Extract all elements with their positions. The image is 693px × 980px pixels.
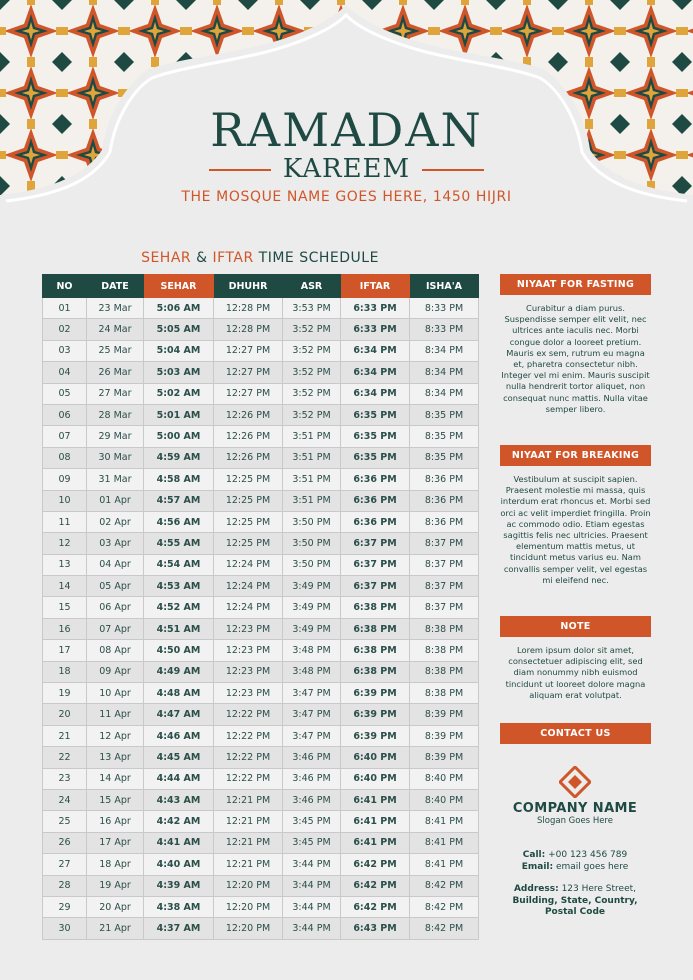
cell-asr-time: 3:44 PM bbox=[283, 854, 341, 875]
table-row bbox=[43, 533, 479, 554]
cell-iftar-time: 6:33 PM bbox=[341, 319, 410, 340]
cell-day-no: 07 bbox=[43, 426, 87, 447]
cell-dhuhr-time: 12:27 PM bbox=[214, 383, 283, 404]
schedule-title-iftar: IFTAR bbox=[212, 250, 254, 266]
cell-sehar-time: 5:03 AM bbox=[144, 362, 214, 383]
cell-asr-time: 3:53 PM bbox=[283, 298, 341, 319]
cell-date: 07 Apr bbox=[87, 618, 144, 639]
cell-sehar-time: 5:02 AM bbox=[144, 383, 214, 404]
cell-ishaa-time: 8:35 PM bbox=[410, 426, 479, 447]
cell-dhuhr-time: 12:26 PM bbox=[214, 426, 283, 447]
company-slogan: Slogan Goes Here bbox=[537, 816, 613, 826]
cell-date: 21 Apr bbox=[87, 918, 144, 939]
cell-date: 19 Apr bbox=[87, 875, 144, 896]
cell-day-no: 08 bbox=[43, 447, 87, 468]
cell-sehar-time: 4:42 AM bbox=[144, 811, 214, 832]
cell-iftar-time: 6:41 PM bbox=[341, 789, 410, 810]
cell-sehar-time: 4:55 AM bbox=[144, 533, 214, 554]
title-ramadan: RAMADAN bbox=[210, 103, 483, 157]
cell-date: 03 Apr bbox=[87, 533, 144, 554]
cell-dhuhr-time: 12:20 PM bbox=[214, 896, 283, 917]
cell-ishaa-time: 8:37 PM bbox=[410, 597, 479, 618]
cell-date: 17 Apr bbox=[87, 832, 144, 853]
cell-iftar-time: 6:35 PM bbox=[341, 404, 410, 425]
note-section bbox=[500, 616, 651, 701]
cell-iftar-time: 6:34 PM bbox=[341, 383, 410, 404]
cell-sehar-time: 4:39 AM bbox=[144, 875, 214, 896]
table-row bbox=[43, 576, 479, 597]
cell-asr-time: 3:51 PM bbox=[283, 426, 341, 447]
table-row bbox=[43, 768, 479, 789]
cell-date: 24 Mar bbox=[87, 319, 144, 340]
cell-sehar-time: 5:00 AM bbox=[144, 426, 214, 447]
cell-dhuhr-time: 12:24 PM bbox=[214, 597, 283, 618]
cell-dhuhr-time: 12:24 PM bbox=[214, 554, 283, 575]
cell-date: 01 Apr bbox=[87, 490, 144, 511]
cell-ishaa-time: 8:38 PM bbox=[410, 640, 479, 661]
cell-day-no: 05 bbox=[43, 383, 87, 404]
cell-dhuhr-time: 12:20 PM bbox=[214, 918, 283, 939]
table-row bbox=[43, 640, 479, 661]
contact-address-line2: Building, State, Country, bbox=[512, 895, 638, 906]
cell-sehar-time: 4:51 AM bbox=[144, 618, 214, 639]
cell-asr-time: 3:46 PM bbox=[283, 747, 341, 768]
cell-sehar-time: 4:40 AM bbox=[144, 854, 214, 875]
cell-date: 20 Apr bbox=[87, 896, 144, 917]
table-row bbox=[43, 704, 479, 725]
cell-date: 12 Apr bbox=[87, 725, 144, 746]
cell-asr-time: 3:48 PM bbox=[283, 640, 341, 661]
cell-asr-time: 3:44 PM bbox=[283, 918, 341, 939]
cell-asr-time: 3:46 PM bbox=[283, 789, 341, 810]
cell-ishaa-time: 8:41 PM bbox=[410, 811, 479, 832]
cell-sehar-time: 4:56 AM bbox=[144, 511, 214, 532]
cell-sehar-time: 4:50 AM bbox=[144, 640, 214, 661]
cell-day-no: 21 bbox=[43, 725, 87, 746]
cell-sehar-time: 4:43 AM bbox=[144, 789, 214, 810]
title-kareem-text: KAREEM bbox=[282, 154, 411, 184]
cell-ishaa-time: 8:39 PM bbox=[410, 747, 479, 768]
contact-address-line3: Postal Code bbox=[544, 907, 606, 917]
table-row bbox=[43, 362, 479, 383]
contact-call-label: Call: bbox=[522, 850, 546, 860]
cell-asr-time: 3:49 PM bbox=[283, 597, 341, 618]
cell-day-no: 17 bbox=[43, 640, 87, 661]
niyaat-breaking-section bbox=[500, 445, 651, 586]
cell-asr-time: 3:52 PM bbox=[283, 383, 341, 404]
cell-asr-time: 3:45 PM bbox=[283, 811, 341, 832]
cell-date: 02 Apr bbox=[87, 511, 144, 532]
cell-ishaa-time: 8:36 PM bbox=[410, 490, 479, 511]
cell-iftar-time: 6:34 PM bbox=[341, 340, 410, 361]
cell-sehar-time: 4:44 AM bbox=[144, 768, 214, 789]
cell-date: 10 Apr bbox=[87, 683, 144, 704]
table-row bbox=[43, 661, 479, 682]
cell-iftar-time: 6:39 PM bbox=[341, 683, 410, 704]
title-kareem bbox=[0, 154, 693, 184]
cell-date: 14 Apr bbox=[87, 768, 144, 789]
cell-ishaa-time: 8:38 PM bbox=[410, 618, 479, 639]
cell-sehar-time: 4:46 AM bbox=[144, 725, 214, 746]
cell-dhuhr-time: 12:25 PM bbox=[214, 511, 283, 532]
cell-iftar-time: 6:39 PM bbox=[341, 725, 410, 746]
cell-day-no: 27 bbox=[43, 854, 87, 875]
cell-iftar-time: 6:37 PM bbox=[341, 576, 410, 597]
note-heading: NOTE bbox=[500, 616, 651, 637]
contact-email bbox=[490, 862, 660, 874]
table-row bbox=[43, 490, 479, 511]
mosque-name: THE MOSQUE NAME GOES HERE, 1450 HIJRI bbox=[181, 189, 512, 205]
cell-iftar-time: 6:41 PM bbox=[341, 811, 410, 832]
cell-iftar-time: 6:42 PM bbox=[341, 854, 410, 875]
schedule-title-sehar: SEHAR bbox=[141, 250, 192, 266]
cell-iftar-time: 6:36 PM bbox=[341, 490, 410, 511]
cell-sehar-time: 4:58 AM bbox=[144, 469, 214, 490]
table-row bbox=[43, 426, 479, 447]
cell-ishaa-time: 8:35 PM bbox=[410, 447, 479, 468]
schedule-title bbox=[42, 250, 478, 266]
cell-asr-time: 3:49 PM bbox=[283, 576, 341, 597]
contact-address-line1: 123 Here Street, bbox=[561, 884, 637, 894]
cell-date: 29 Mar bbox=[87, 426, 144, 447]
col-header-date: DATE bbox=[87, 275, 144, 298]
cell-asr-time: 3:46 PM bbox=[283, 768, 341, 789]
cell-asr-time: 3:50 PM bbox=[283, 554, 341, 575]
table-row bbox=[43, 618, 479, 639]
contact-address-label: Address: bbox=[513, 884, 559, 894]
title-rule-left bbox=[209, 169, 271, 171]
cell-iftar-time: 6:40 PM bbox=[341, 768, 410, 789]
table-row bbox=[43, 383, 479, 404]
cell-sehar-time: 4:53 AM bbox=[144, 576, 214, 597]
cell-asr-time: 3:47 PM bbox=[283, 683, 341, 704]
cell-dhuhr-time: 12:23 PM bbox=[214, 661, 283, 682]
table-row bbox=[43, 789, 479, 810]
cell-date: 18 Apr bbox=[87, 854, 144, 875]
cell-iftar-time: 6:38 PM bbox=[341, 597, 410, 618]
col-header-ishaa: ISHA'A bbox=[410, 275, 479, 298]
company-logo-icon bbox=[559, 766, 591, 798]
cell-dhuhr-time: 12:23 PM bbox=[214, 618, 283, 639]
note-text: Lorem ipsum dolor sit amet, consectetuer adipiscing elit, sed diam nonummy nibh euismod tincidunt ut looreet dolore magna aliquam erat volutpat. bbox=[505, 645, 646, 700]
col-header-asr: ASR bbox=[283, 275, 341, 298]
cell-dhuhr-time: 12:21 PM bbox=[214, 789, 283, 810]
cell-dhuhr-time: 12:21 PM bbox=[214, 811, 283, 832]
schedule-table-body bbox=[43, 298, 479, 940]
cell-day-no: 14 bbox=[43, 576, 87, 597]
contact-call bbox=[490, 850, 660, 862]
cell-day-no: 23 bbox=[43, 768, 87, 789]
cell-dhuhr-time: 12:25 PM bbox=[214, 490, 283, 511]
cell-date: 28 Mar bbox=[87, 404, 144, 425]
cell-sehar-time: 5:05 AM bbox=[144, 319, 214, 340]
cell-day-no: 01 bbox=[43, 298, 87, 319]
contact-heading: CONTACT US bbox=[500, 723, 651, 744]
table-row bbox=[43, 511, 479, 532]
cell-iftar-time: 6:39 PM bbox=[341, 704, 410, 725]
cell-iftar-time: 6:38 PM bbox=[341, 661, 410, 682]
cell-ishaa-time: 8:42 PM bbox=[410, 875, 479, 896]
table-row bbox=[43, 811, 479, 832]
cell-date: 06 Apr bbox=[87, 597, 144, 618]
contact-email-value: email goes here bbox=[555, 862, 629, 872]
cell-asr-time: 3:44 PM bbox=[283, 896, 341, 917]
schedule-table bbox=[42, 274, 479, 940]
table-row bbox=[43, 918, 479, 939]
cell-ishaa-time: 8:38 PM bbox=[410, 661, 479, 682]
cell-iftar-time: 6:42 PM bbox=[341, 896, 410, 917]
cell-dhuhr-time: 12:27 PM bbox=[214, 362, 283, 383]
cell-sehar-time: 5:06 AM bbox=[144, 298, 214, 319]
cell-day-no: 12 bbox=[43, 533, 87, 554]
cell-dhuhr-time: 12:22 PM bbox=[214, 704, 283, 725]
cell-date: 13 Apr bbox=[87, 747, 144, 768]
cell-date: 11 Apr bbox=[87, 704, 144, 725]
cell-day-no: 10 bbox=[43, 490, 87, 511]
cell-dhuhr-time: 12:28 PM bbox=[214, 298, 283, 319]
cell-sehar-time: 5:04 AM bbox=[144, 340, 214, 361]
cell-ishaa-time: 8:41 PM bbox=[410, 832, 479, 853]
contact-address bbox=[490, 884, 660, 919]
table-row bbox=[43, 469, 479, 490]
cell-sehar-time: 4:47 AM bbox=[144, 704, 214, 725]
cell-ishaa-time: 8:40 PM bbox=[410, 789, 479, 810]
table-row bbox=[43, 340, 479, 361]
cell-day-no: 29 bbox=[43, 896, 87, 917]
cell-day-no: 25 bbox=[43, 811, 87, 832]
cell-dhuhr-time: 12:25 PM bbox=[214, 533, 283, 554]
table-row bbox=[43, 298, 479, 319]
cell-iftar-time: 6:36 PM bbox=[341, 469, 410, 490]
cell-day-no: 15 bbox=[43, 597, 87, 618]
cell-ishaa-time: 8:42 PM bbox=[410, 896, 479, 917]
cell-sehar-time: 4:57 AM bbox=[144, 490, 214, 511]
cell-dhuhr-time: 12:26 PM bbox=[214, 447, 283, 468]
cell-sehar-time: 4:45 AM bbox=[144, 747, 214, 768]
cell-date: 16 Apr bbox=[87, 811, 144, 832]
cell-dhuhr-time: 12:22 PM bbox=[214, 747, 283, 768]
schedule-title-amp: & bbox=[196, 250, 208, 266]
cell-iftar-time: 6:35 PM bbox=[341, 447, 410, 468]
cell-asr-time: 3:51 PM bbox=[283, 469, 341, 490]
niyaat-fasting-text: Curabitur a diam purus. Suspendisse semper elit velit, nec ultrices ante iaculis nec. Morbi congue dolor a looreet pretium. Mauris ex sem, rutrum eu magna et, pharetra consectetur nibh. Integer vel mi enim. Mauris suscipit nulla hendrerit tortor aliquet, non consequat nunc mattis. Nulla vitae semper libero. bbox=[501, 303, 650, 414]
cell-date: 15 Apr bbox=[87, 789, 144, 810]
cell-ishaa-time: 8:41 PM bbox=[410, 854, 479, 875]
title-rule-right bbox=[422, 169, 484, 171]
cell-sehar-time: 4:49 AM bbox=[144, 661, 214, 682]
cell-date: 08 Apr bbox=[87, 640, 144, 661]
cell-day-no: 06 bbox=[43, 404, 87, 425]
cell-date: 26 Mar bbox=[87, 362, 144, 383]
cell-ishaa-time: 8:37 PM bbox=[410, 554, 479, 575]
cell-asr-time: 3:52 PM bbox=[283, 340, 341, 361]
cell-day-no: 20 bbox=[43, 704, 87, 725]
cell-ishaa-time: 8:38 PM bbox=[410, 683, 479, 704]
cell-ishaa-time: 8:34 PM bbox=[410, 383, 479, 404]
table-row bbox=[43, 319, 479, 340]
company-name: COMPANY NAME bbox=[512, 801, 638, 816]
cell-sehar-time: 4:38 AM bbox=[144, 896, 214, 917]
table-row bbox=[43, 404, 479, 425]
cell-iftar-time: 6:43 PM bbox=[341, 918, 410, 939]
cell-dhuhr-time: 12:20 PM bbox=[214, 875, 283, 896]
cell-dhuhr-time: 12:27 PM bbox=[214, 340, 283, 361]
cell-sehar-time: 4:48 AM bbox=[144, 683, 214, 704]
cell-asr-time: 3:48 PM bbox=[283, 661, 341, 682]
table-row bbox=[43, 597, 479, 618]
cell-date: 31 Mar bbox=[87, 469, 144, 490]
cell-day-no: 04 bbox=[43, 362, 87, 383]
table-header-row bbox=[43, 275, 479, 298]
cell-ishaa-time: 8:42 PM bbox=[410, 918, 479, 939]
cell-day-no: 22 bbox=[43, 747, 87, 768]
cell-asr-time: 3:51 PM bbox=[283, 490, 341, 511]
table-row bbox=[43, 832, 479, 853]
contact-section bbox=[500, 723, 651, 744]
cell-date: 30 Mar bbox=[87, 447, 144, 468]
niyaat-breaking-text: Vestibulum at suscipit sapien. Praesent molestie mi massa, quis interdum erat rhoncus et. Morbi sed orci ac velit imperdiet fringilla. Proin ac commodo odio. Etiam egestas sagittis felis nec ultricies. Praesent elementum mattis metus, ut tincidunt metus varius eu. Nam convallis semper velit, vel egestas mi eleifend nec. bbox=[500, 474, 651, 585]
cell-ishaa-time: 8:39 PM bbox=[410, 725, 479, 746]
cell-day-no: 13 bbox=[43, 554, 87, 575]
cell-ishaa-time: 8:34 PM bbox=[410, 362, 479, 383]
cell-asr-time: 3:47 PM bbox=[283, 704, 341, 725]
cell-asr-time: 3:47 PM bbox=[283, 725, 341, 746]
col-header-sehar: SEHAR bbox=[144, 275, 214, 298]
table-row bbox=[43, 747, 479, 768]
cell-day-no: 18 bbox=[43, 661, 87, 682]
cell-iftar-time: 6:35 PM bbox=[341, 426, 410, 447]
cell-dhuhr-time: 12:26 PM bbox=[214, 404, 283, 425]
cell-day-no: 03 bbox=[43, 340, 87, 361]
cell-day-no: 28 bbox=[43, 875, 87, 896]
cell-ishaa-time: 8:37 PM bbox=[410, 533, 479, 554]
cell-dhuhr-time: 12:22 PM bbox=[214, 725, 283, 746]
cell-day-no: 26 bbox=[43, 832, 87, 853]
table-row bbox=[43, 683, 479, 704]
cell-sehar-time: 4:37 AM bbox=[144, 918, 214, 939]
cell-iftar-time: 6:41 PM bbox=[341, 832, 410, 853]
cell-asr-time: 3:52 PM bbox=[283, 362, 341, 383]
cell-asr-time: 3:50 PM bbox=[283, 533, 341, 554]
niyaat-breaking-heading: NIYAAT FOR BREAKING bbox=[500, 445, 651, 466]
cell-asr-time: 3:51 PM bbox=[283, 447, 341, 468]
cell-dhuhr-time: 12:24 PM bbox=[214, 576, 283, 597]
cell-date: 27 Mar bbox=[87, 383, 144, 404]
cell-dhuhr-time: 12:28 PM bbox=[214, 319, 283, 340]
table-row bbox=[43, 896, 479, 917]
cell-iftar-time: 6:34 PM bbox=[341, 362, 410, 383]
cell-asr-time: 3:45 PM bbox=[283, 832, 341, 853]
cell-iftar-time: 6:38 PM bbox=[341, 640, 410, 661]
contact-email-label: Email: bbox=[521, 862, 554, 872]
cell-ishaa-time: 8:33 PM bbox=[410, 319, 479, 340]
table-row bbox=[43, 725, 479, 746]
cell-day-no: 09 bbox=[43, 469, 87, 490]
cell-ishaa-time: 8:34 PM bbox=[410, 340, 479, 361]
cell-day-no: 02 bbox=[43, 319, 87, 340]
col-header-iftar: IFTAR bbox=[341, 275, 410, 298]
table-row bbox=[43, 554, 479, 575]
cell-ishaa-time: 8:36 PM bbox=[410, 469, 479, 490]
cell-sehar-time: 5:01 AM bbox=[144, 404, 214, 425]
cell-ishaa-time: 8:40 PM bbox=[410, 768, 479, 789]
cell-dhuhr-time: 12:22 PM bbox=[214, 768, 283, 789]
cell-asr-time: 3:44 PM bbox=[283, 875, 341, 896]
schedule-title-rest: TIME SCHEDULE bbox=[258, 250, 379, 266]
table-row bbox=[43, 447, 479, 468]
col-header-dhuhr: DHUHR bbox=[214, 275, 283, 298]
niyaat-fasting-heading: NIYAAT FOR FASTING bbox=[500, 274, 651, 295]
cell-sehar-time: 4:41 AM bbox=[144, 832, 214, 853]
cell-date: 04 Apr bbox=[87, 554, 144, 575]
cell-asr-time: 3:52 PM bbox=[283, 404, 341, 425]
cell-sehar-time: 4:59 AM bbox=[144, 447, 214, 468]
cell-iftar-time: 6:38 PM bbox=[341, 618, 410, 639]
cell-date: 25 Mar bbox=[87, 340, 144, 361]
cell-iftar-time: 6:36 PM bbox=[341, 511, 410, 532]
cell-date: 23 Mar bbox=[87, 298, 144, 319]
cell-iftar-time: 6:33 PM bbox=[341, 298, 410, 319]
cell-dhuhr-time: 12:23 PM bbox=[214, 640, 283, 661]
contact-call-value: +00 123 456 789 bbox=[548, 850, 628, 860]
cell-day-no: 16 bbox=[43, 618, 87, 639]
cell-sehar-time: 4:54 AM bbox=[144, 554, 214, 575]
niyaat-fasting-section bbox=[500, 274, 651, 415]
cell-dhuhr-time: 12:21 PM bbox=[214, 854, 283, 875]
table-row bbox=[43, 875, 479, 896]
cell-date: 09 Apr bbox=[87, 661, 144, 682]
cell-ishaa-time: 8:39 PM bbox=[410, 704, 479, 725]
cell-ishaa-time: 8:35 PM bbox=[410, 404, 479, 425]
cell-day-no: 30 bbox=[43, 918, 87, 939]
cell-day-no: 24 bbox=[43, 789, 87, 810]
cell-iftar-time: 6:42 PM bbox=[341, 875, 410, 896]
cell-ishaa-time: 8:37 PM bbox=[410, 576, 479, 597]
cell-ishaa-time: 8:33 PM bbox=[410, 298, 479, 319]
cell-asr-time: 3:50 PM bbox=[283, 511, 341, 532]
cell-iftar-time: 6:37 PM bbox=[341, 533, 410, 554]
cell-day-no: 11 bbox=[43, 511, 87, 532]
cell-date: 05 Apr bbox=[87, 576, 144, 597]
cell-asr-time: 3:49 PM bbox=[283, 618, 341, 639]
table-row bbox=[43, 854, 479, 875]
cell-dhuhr-time: 12:21 PM bbox=[214, 832, 283, 853]
cell-iftar-time: 6:40 PM bbox=[341, 747, 410, 768]
cell-iftar-time: 6:37 PM bbox=[341, 554, 410, 575]
cell-dhuhr-time: 12:25 PM bbox=[214, 469, 283, 490]
cell-sehar-time: 4:52 AM bbox=[144, 597, 214, 618]
cell-day-no: 19 bbox=[43, 683, 87, 704]
col-header-no: NO bbox=[43, 275, 87, 298]
cell-asr-time: 3:52 PM bbox=[283, 319, 341, 340]
cell-ishaa-time: 8:36 PM bbox=[410, 511, 479, 532]
cell-dhuhr-time: 12:23 PM bbox=[214, 683, 283, 704]
